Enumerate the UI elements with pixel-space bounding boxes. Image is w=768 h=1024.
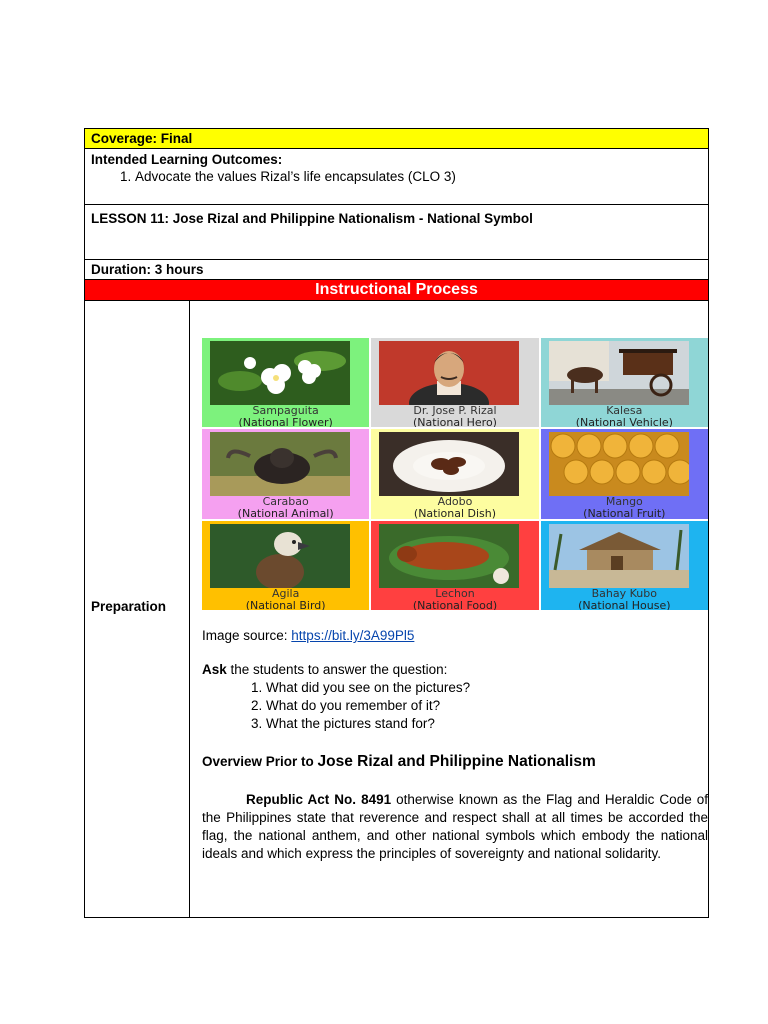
preparation-content — [190, 301, 708, 917]
learning-outcomes-list — [91, 168, 708, 185]
national-symbols-image — [202, 338, 708, 610]
symbol-name: Bahay Kubo — [591, 586, 657, 600]
question-item: 2. What do you remember of it? — [266, 697, 708, 715]
mango-fruit-icon — [549, 432, 689, 496]
republic-act-highlight: Republic Act No. 8491 — [246, 792, 392, 807]
symbol-label: (National Fruit) — [583, 507, 666, 519]
instructional-process-header: Instructional Process — [84, 280, 709, 301]
bahay-kubo-hut-icon — [549, 524, 689, 588]
agila-eagle-icon — [210, 524, 350, 588]
symbol-name: Agila — [271, 586, 300, 600]
lesson-table — [84, 128, 709, 918]
symbol-label: (National Animal) — [237, 507, 334, 519]
symbol-name: Dr. Jose P. Rizal — [413, 404, 497, 417]
learning-outcomes-row — [84, 149, 709, 205]
symbol-agila — [202, 521, 369, 610]
image-source-line — [202, 627, 708, 645]
republic-act-text: otherwise known as the Flag and Heraldic Code of the Philippines state that reverence and respect shall at all times be accorded the flag, the national anthem, and other national symbols which embody the national ideals and which express the principles of sovereignty and national solidarity. — [202, 792, 708, 861]
symbol-name: Mango — [605, 495, 643, 509]
carabao-animal-icon — [210, 432, 350, 496]
lechon-roast-pig-icon — [379, 524, 519, 588]
symbol-label: (National Vehicle) — [575, 416, 673, 428]
preparation-row — [84, 301, 709, 918]
symbol-label: (National Flower) — [238, 416, 333, 428]
preparation-label-cell — [85, 301, 190, 917]
symbol-name: Adobo — [437, 495, 473, 509]
preparation-label: Preparation — [91, 599, 167, 614]
symbol-name: Kalesa — [606, 404, 643, 417]
symbol-label: (National Bird) — [245, 598, 326, 610]
question-item: 3. What the pictures stand for? — [266, 715, 708, 733]
question-item: 1. What did you see on the pictures? — [266, 679, 708, 697]
coverage-row: Coverage: Final — [84, 128, 709, 149]
symbol-bahay-kubo — [541, 521, 708, 610]
symbol-lechon — [371, 521, 538, 610]
symbol-mango — [541, 429, 708, 518]
symbol-kalesa — [541, 338, 708, 427]
ask-block — [202, 661, 708, 733]
image-source-label: Image source: — [202, 628, 292, 643]
symbol-label: (National Hero) — [413, 416, 497, 428]
symbol-name: Carabao — [262, 495, 309, 509]
questions-list — [202, 679, 708, 733]
ask-lead: Ask — [202, 662, 227, 677]
adobo-dish-icon — [379, 432, 519, 496]
overview-prefix: Overview Prior to — [202, 754, 318, 769]
kalesa-carriage-icon — [549, 341, 689, 405]
overview-heading — [202, 753, 708, 771]
symbol-adobo — [371, 429, 538, 518]
symbol-label: (National Dish) — [413, 507, 497, 519]
symbol-label: (National Food) — [412, 598, 498, 610]
symbol-rizal — [371, 338, 538, 427]
symbol-carabao — [202, 429, 369, 518]
ask-rest: the students to answer the question: — [226, 662, 448, 677]
symbol-name: Lechon — [435, 586, 475, 600]
symbol-sampaguita — [202, 338, 369, 427]
symbol-name: Sampaguita — [252, 404, 319, 417]
learning-outcome-item: 1. Advocate the values Rizal’s life encapsulates (CLO 3) — [135, 168, 708, 185]
sampaguita-flower-icon — [210, 341, 350, 405]
image-source-link[interactable]: https://bit.ly/3A99Pl5 — [291, 628, 415, 643]
republic-act-paragraph — [202, 791, 708, 863]
learning-outcomes-heading: Intended Learning Outcomes: — [91, 152, 283, 167]
overview-title: Jose Rizal and Philippine Nationalism — [317, 753, 596, 770]
rizal-portrait-icon — [379, 341, 519, 405]
symbol-label: (National House) — [578, 598, 671, 610]
lesson-title: LESSON 11: Jose Rizal and Philippine Nationalism - National Symbol — [84, 205, 709, 260]
duration-row: Duration: 3 hours — [84, 260, 709, 280]
